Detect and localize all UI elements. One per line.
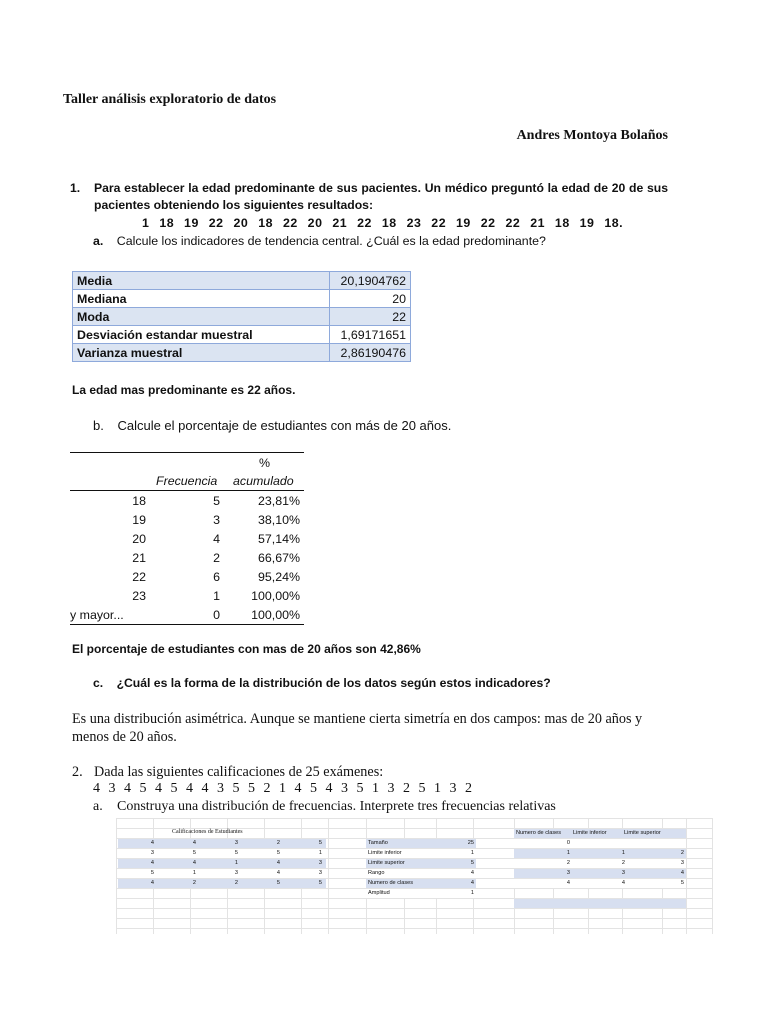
freq-count: 0 [213,608,220,622]
stats-value: 2,86190476 [330,344,411,362]
stats-label: Mediana [73,290,330,308]
freq-cumulative: 100,00% [251,608,300,622]
freq-class: 23 [132,589,146,603]
class-number[interactable]: 0 [566,840,570,846]
class-lower[interactable]: 1 [621,850,625,856]
stats-label: Media [73,272,330,290]
grade-cell[interactable]: 2 [192,880,196,886]
stats-label: Moda [73,308,330,326]
question-1a-letter: a. [93,234,104,248]
grade-cell[interactable]: 2 [234,880,238,886]
class-upper[interactable]: 2 [680,850,684,856]
grades-caption: Calificaciones de Estudiantes [172,829,243,835]
freq-class: 21 [132,551,146,565]
grade-cell[interactable]: 2 [276,840,280,846]
grade-cell[interactable]: 5 [192,850,196,856]
class-lower[interactable] [573,839,625,848]
grade-cell[interactable]: 4 [192,840,196,846]
class-upper[interactable]: 5 [680,880,684,886]
freq-class: 19 [132,513,146,527]
answer-1b: El porcentaje de estudiantes con mas de 20 años son 42,86% [72,642,421,656]
question-1b-text: Calcule el porcentaje de estudiantes con más de 20 años. [117,418,452,433]
freq-class: 20 [132,532,146,546]
grade-cell[interactable]: 4 [276,870,280,876]
freq-class: y mayor... [70,608,124,622]
grade-cell[interactable]: 3 [318,860,322,866]
sheet-gridline [686,818,687,934]
frequency-table-header-rule [70,490,304,491]
param-label[interactable]: Amplitud [368,890,390,896]
grade-cell[interactable]: 5 [276,880,280,886]
freq-header-frecuencia: Frecuencia [156,474,218,488]
class-number[interactable]: 4 [566,880,570,886]
stats-row [73,344,411,362]
grade-cell[interactable]: 5 [318,840,322,846]
freq-count: 6 [213,570,220,584]
grade-cell[interactable]: 5 [276,850,280,856]
freq-cumulative: 57,14% [257,532,300,546]
freq-count: 3 [213,513,220,527]
stats-table [72,271,411,362]
grade-cell[interactable]: 3 [234,840,238,846]
grade-cell[interactable]: 5 [234,850,238,856]
question-2a [93,799,556,815]
question-1-text: Para establecer la edad predominante de sus pacientes. Un médico preguntó la edad de 20 de sus pacientes obteniendo los siguientes resultados: [94,181,668,212]
param-label[interactable]: Rango [368,870,385,876]
question-1c [93,676,551,690]
question-1a [93,234,546,248]
question-2a-letter: a. [93,799,103,814]
freq-class: 22 [132,570,146,584]
question-1c-letter: c. [93,676,104,690]
grade-cell[interactable]: 3 [234,870,238,876]
frequency-table-bottom-rule [70,624,304,625]
param-value[interactable]: 5 [470,860,474,866]
param-label[interactable]: Limite inferior [368,850,402,856]
stats-value: 20 [330,290,411,308]
grade-cell[interactable]: 1 [318,850,322,856]
author-name: Andres Montoya Bolaños [516,128,668,143]
freq-row [70,494,304,513]
class-number[interactable]: 3 [566,870,570,876]
class-upper[interactable] [628,839,684,848]
class-number[interactable]: 2 [566,860,570,866]
freq-row [70,551,304,570]
freq-header-percent: % [259,456,271,470]
class-header[interactable]: Numero de clases [516,830,562,836]
sheet-gridline [116,818,117,934]
question-2-data: 4 3 4 5 4 5 4 4 3 5 5 2 1 4 5 4 3 5 1 3 2 5 1 3 2 [93,781,472,796]
class-lower[interactable]: 2 [621,860,625,866]
class-number[interactable]: 1 [566,850,570,856]
freq-cumulative: 38,10% [257,513,300,527]
question-1a-text: Calcule los indicadores de tendencia central. ¿Cuál es la edad predominante? [116,234,546,248]
class-header[interactable]: Limite inferior [573,830,607,836]
param-value[interactable]: 25 [467,840,474,846]
freq-class: 18 [132,494,146,508]
stats-row [73,308,411,326]
grade-cell[interactable]: 3 [150,850,154,856]
grade-cell[interactable]: 1 [192,870,196,876]
question-2a-text: Construya una distribución de frecuencias. Interprete tres frecuencias relativas [117,799,556,814]
frequency-table-top-rule [70,452,304,453]
freq-count: 5 [213,494,220,508]
stats-value: 22 [330,308,411,326]
stats-row [73,290,411,308]
class-header[interactable]: Limite superior [624,830,661,836]
class-lower[interactable]: 4 [621,880,625,886]
param-value[interactable]: 1 [470,890,474,896]
stats-row [73,326,411,344]
grade-cell[interactable]: 4 [150,840,154,846]
question-2-number: 2. [72,764,83,780]
class-upper[interactable]: 4 [680,870,684,876]
question-1c-text: ¿Cuál es la forma de la distribución de los datos según estos indicadores? [116,676,551,690]
spreadsheet-excerpt [116,818,712,934]
sheet-gridline [328,818,329,934]
param-label[interactable]: Numero de clases [368,880,414,886]
answer-1a: La edad mas predominante es 22 años. [72,383,296,397]
class-lower[interactable]: 3 [621,870,625,876]
sheet-gridline [712,818,713,934]
question-1b-letter: b. [93,418,104,433]
question-1b [93,418,451,433]
freq-count: 4 [213,532,220,546]
class-upper[interactable]: 3 [680,860,684,866]
freq-header-acumulado: acumulado [233,474,294,488]
document-title: Taller análisis exploratorio de datos [63,92,277,107]
grade-cell[interactable]: 4 [150,860,154,866]
freq-row [70,532,304,551]
freq-cumulative: 100,00% [251,589,300,603]
grade-cell[interactable]: 4 [276,860,280,866]
freq-count: 2 [213,551,220,565]
param-value[interactable]: 4 [470,880,474,886]
freq-row [70,513,304,532]
stats-value: 1,69171651 [330,326,411,344]
sheet-row-band [514,899,686,908]
question-1-number: 1. [70,181,81,195]
grade-cell[interactable]: 4 [192,860,196,866]
question-1 [70,180,668,214]
freq-row [70,589,304,608]
grade-cell[interactable]: 5 [150,870,154,876]
question-2-text: Dada las siguientes calificaciones de 25 exámenes: [94,764,384,780]
freq-row [70,570,304,589]
stats-value: 20,1904762 [330,272,411,290]
freq-cumulative: 95,24% [257,570,300,584]
stats-label: Desviación estandar muestral [73,326,330,344]
freq-cumulative: 66,67% [257,551,300,565]
stats-label: Varianza muestral [73,344,330,362]
param-label[interactable]: Limite superior [368,860,405,866]
param-value[interactable]: 1 [470,850,474,856]
stats-row [73,272,411,290]
grade-cell[interactable]: 1 [234,860,238,866]
param-label[interactable]: Tamaño [368,840,388,846]
param-value[interactable]: 4 [470,870,474,876]
grade-cell[interactable]: 4 [150,880,154,886]
freq-count: 1 [213,589,220,603]
grade-cell[interactable]: 3 [318,870,322,876]
grade-cell[interactable]: 5 [318,880,322,886]
question-1-data: 1 18 19 22 20 18 22 20 21 22 18 23 22 19 22 22 21 18 19 18. [142,216,624,230]
freq-cumulative: 23,81% [257,494,300,508]
answer-1c: Es una distribución asimétrica. Aunque se mantiene cierta simetría en dos campos: mas de 20 años y menos de 20 años. [72,711,643,745]
